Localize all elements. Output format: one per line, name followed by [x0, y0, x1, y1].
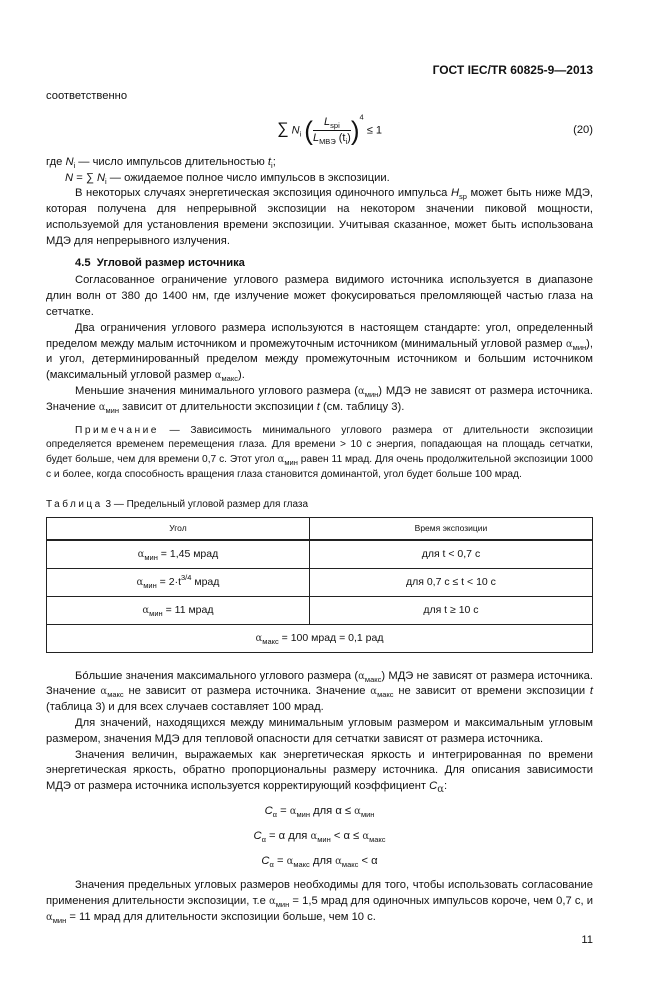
column-header-exposure-time: Время экспозиции [309, 517, 592, 540]
table-row-max [47, 624, 593, 652]
paragraph-correction-factor: Значения величин, выражаемых как энергетическая яркость и интегрированная по времени энергетическая яркость, обратно пропорциональны размеру источника. Для описания зависимости МДЭ от размера источника используется корректирующий коэффициент Cα: [46, 748, 593, 796]
paragraph-min-values: Меньшие значения минимального углового размера $(\alpha_{мин})$ МДЭ не зависят от размера источника. Значение $\alpha_{мин}$ зависит от длительности экспозиции t (см. таблицу 3). [46, 384, 593, 415]
document-header: ГОСТ IEC/TR 60825-9—2013 [432, 63, 593, 77]
time-cell: для t < 0,7 с [309, 540, 592, 569]
fraction-denominator: $L_{МВЭ}$ $(t_i)$ [312, 132, 351, 147]
column-header-angle: Угол [47, 517, 310, 540]
equation-3: $C_\alpha = \alpha_{макс}$ для $\alpha_{макс} < \alpha$ [261, 854, 378, 869]
formula-n: N [291, 124, 300, 137]
section-body [46, 273, 593, 482]
time-cell: для 0,7 с ≤ t < 10 с [309, 568, 592, 596]
time-cell: для t ≥ 10 с [309, 596, 592, 624]
right-paren: ) [350, 115, 360, 146]
fraction [313, 115, 351, 146]
paragraph-wavelength: Согласованное ограничение углового размера видимого источника используется в диапазоне длин волн от 380 до 1400 нм, где излучение может фокусироваться преломляющей частью глаза на сетчатке. [46, 274, 593, 318]
where-clause: где $N_i$ — число импульсов длительностью $t_i$; N = ∑ $N_i$ — ожидаемое полное число импульсов в экспозиции. [46, 155, 390, 186]
formula-relation: ≤ 1 [366, 124, 382, 137]
fraction-numerator: $L_{spi}$ [313, 115, 351, 131]
equation-1: $C_\alpha = \alpha_{мин}$ для $\alpha \le \alpha_{мин}$ [264, 804, 375, 819]
table-row [47, 540, 593, 569]
note: Примечание — Зависимость минимального углового размера от длительности экспозиции определяется временем перемещения глаза. Для времени > 10 с энергия, попадающая на площадь сетчатки, будет больше, чем для времени 0,7 с. Этот угол $\alpha_{мин}$ равен 11 мрад. Для очень продолжительной экспозиции 1000 с и более, когда способность вращения глаза становится доминантой, угол будет больше 100 мрад. [46, 424, 593, 480]
angular-size-table [46, 517, 593, 653]
intro-text: соответственно [46, 90, 128, 102]
after-table-body [46, 669, 593, 795]
left-paren: ( [304, 115, 313, 146]
angle-cell: $\alpha_{мин} = 1,45$ мрад [47, 540, 310, 569]
formula-power: 4 [359, 112, 364, 122]
correction-equations [46, 803, 593, 870]
paragraph-max-values: Бóльшие значения максимального углового размера $(\alpha_{макс})$ МДЭ не зависят от размера источника. Значение $\alpha_{макс}$ не зависит от размера источника. Значение $\alpha_{макс}$ не зависит от времени экспозиции t (таблица 3) и для всех случаев составляет 100 мрад. [46, 669, 593, 714]
paragraph-pulse-exposure: В некоторых случаях энергетическая экспозиция одиночного импульса $H_{sp}$ может быть ниже МДЭ, которая получена для непрерывной экспозиции на некотором значении пиковой мощности, используемой для установления времени экспозиции. Учитывая сказанное, может быть использована МДЭ для непрерывного излучения. [46, 187, 593, 247]
table-row [47, 568, 593, 596]
paragraph-two-limits: Два ограничения углового размера используются в настоящем стандарте: угол, определенный пределом между малым источником и промежуточным источником (минимальный угловой размер $\alpha_{мин}$), и угол, детерминированный пределом между промежуточным источником и большим источником (максимальный угловой размер $\alpha_{макс}$). [46, 321, 593, 384]
table-row [47, 596, 593, 624]
paragraph-between-values: Для значений, находящихся между минимальным угловым размером и максимальным угловым размером, значения МДЭ для тепловой опасности для сетчатки зависят от размера источника. [46, 716, 593, 745]
table-header-row [47, 517, 593, 540]
section-heading: 4.5 Угловой размер источника [75, 256, 245, 269]
page-number: 11 [581, 934, 593, 947]
angle-cell: $\alpha_{мин} = 2\cdot t^{3/4}$ мрад [47, 568, 310, 596]
equation-2: $C_\alpha = \alpha$ для $\alpha_{мин} < \alpha \le \alpha_{макс}$ [253, 829, 386, 844]
sum-symbol: ∑ [277, 120, 289, 138]
angle-cell: $\alpha_{мин} = 11$ мрад [47, 596, 310, 624]
formula-20-row [46, 111, 593, 151]
table-caption: Таблица 3 — Предельный угловой размер для глаза [46, 498, 309, 510]
paragraph-limit-values: Значения предельных угловых размеров необходимы для того, чтобы использовать согласование применения длительности экспозиции, т.е $\alpha_{мин} = 1,5$ мрад для одиночных импульсов короче, чем 0,7 с, и $\alpha_{мин} = 11$ мрад для длительности экспозиции больше, чем 10 с. [46, 878, 593, 925]
formula-20 [46, 112, 573, 147]
formula-number: (20) [573, 123, 593, 136]
max-angle-cell: $\alpha_{макс} = 100$ мрад = 0,1 рад [47, 624, 593, 652]
formula-n-sub: i [299, 129, 302, 139]
